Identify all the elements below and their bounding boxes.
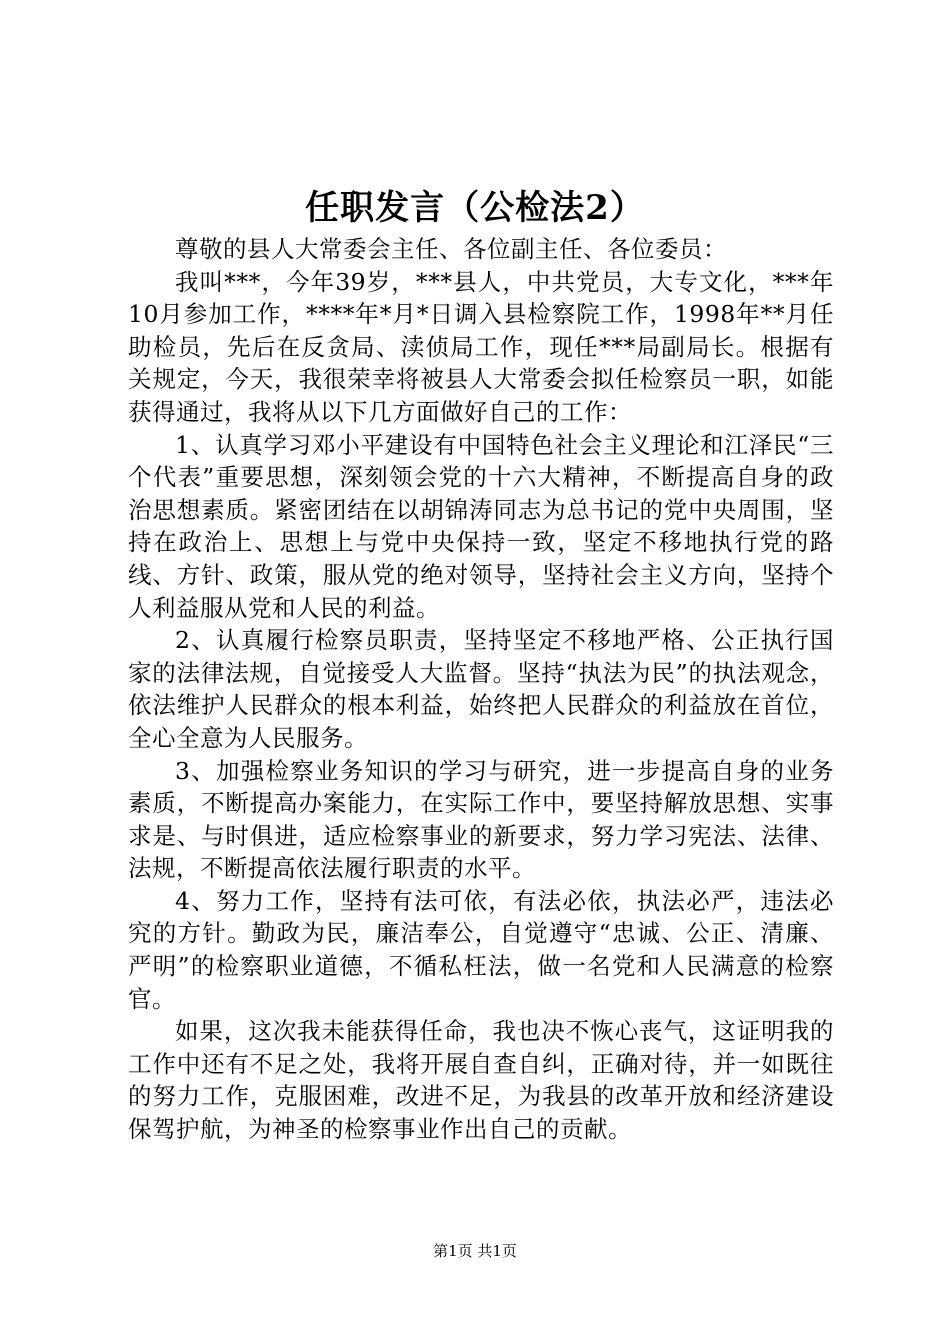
document-title: 任职发言（公检法2）: [305, 188, 645, 228]
introduction-paragraph: 我叫***，今年39岁，***县人，中共党员，大专文化，***年10月参加工作，****年*月*日调入县检察院工作，1998年**月任助检员，先后在反贪局、渎侦局工作，现任***局副局长。根据有关规定，今天，我很荣幸将被县人大常委会拟任检察员一职，如能获得通过，我将从以下几方面做好自己的工作：: [128, 267, 834, 426]
point-3-paragraph: 3、加强检察业务知识的学习与研究，进一步提高自身的业务素质，不断提高办案能力，在实际工作中，要坚持解放思想、实事求是、与时俱进，适应检察事业的新要求，努力学习宪法、法律、法规，不断提高依法履行职责的水平。: [128, 756, 834, 883]
document-body: [128, 233, 834, 1146]
point-1-paragraph: 1、认真学习邓小平建设有中国特色社会主义理论和江泽民“三个代表”重要思想，深刻领会党的十六大精神，不断提高自身的政治思想素质。紧密团结在以胡锦涛同志为总书记的党中央周围，坚持在政治上、思想上与党中央保持一致，坚定不移地执行党的路线、方针、政策，服从党的绝对领导，坚持社会主义方向，坚持个人利益服从党和人民的利益。: [128, 430, 834, 622]
point-4-paragraph: 4、努力工作，坚持有法可依，有法必依，执法必严，违法必究的方针。勤政为民，廉洁奉公，自觉遵守“忠诚、公正、清廉、严明”的检察职业道德，不循私枉法，做一名党和人民满意的检察官。: [128, 886, 834, 1013]
point-2-paragraph: 2、认真履行检察员职责，坚持坚定不移地严格、公正执行国家的法律法规，自觉接受人大监督。坚持“执法为民”的执法观念，依法维护人民群众的根本利益，始终把人民群众的利益放在首位，全心全意为人民服务。: [128, 626, 834, 752]
salutation-paragraph: 尊敬的县人大常委会主任、各位副主任、各位委员：: [175, 235, 727, 263]
page-number-footer: 第1页 共1页: [433, 1242, 517, 1260]
closing-paragraph: 如果，这次我未能获得任命，我也决不恢心丧气，这证明我的工作中还有不足之处，我将开展自查自纠，正确对待，并一如既往的努力工作，克服困难，改进不足，为我县的改革开放和经济建设保驾护航，为神圣的检察事业作出自己的贡献。: [128, 1017, 834, 1144]
